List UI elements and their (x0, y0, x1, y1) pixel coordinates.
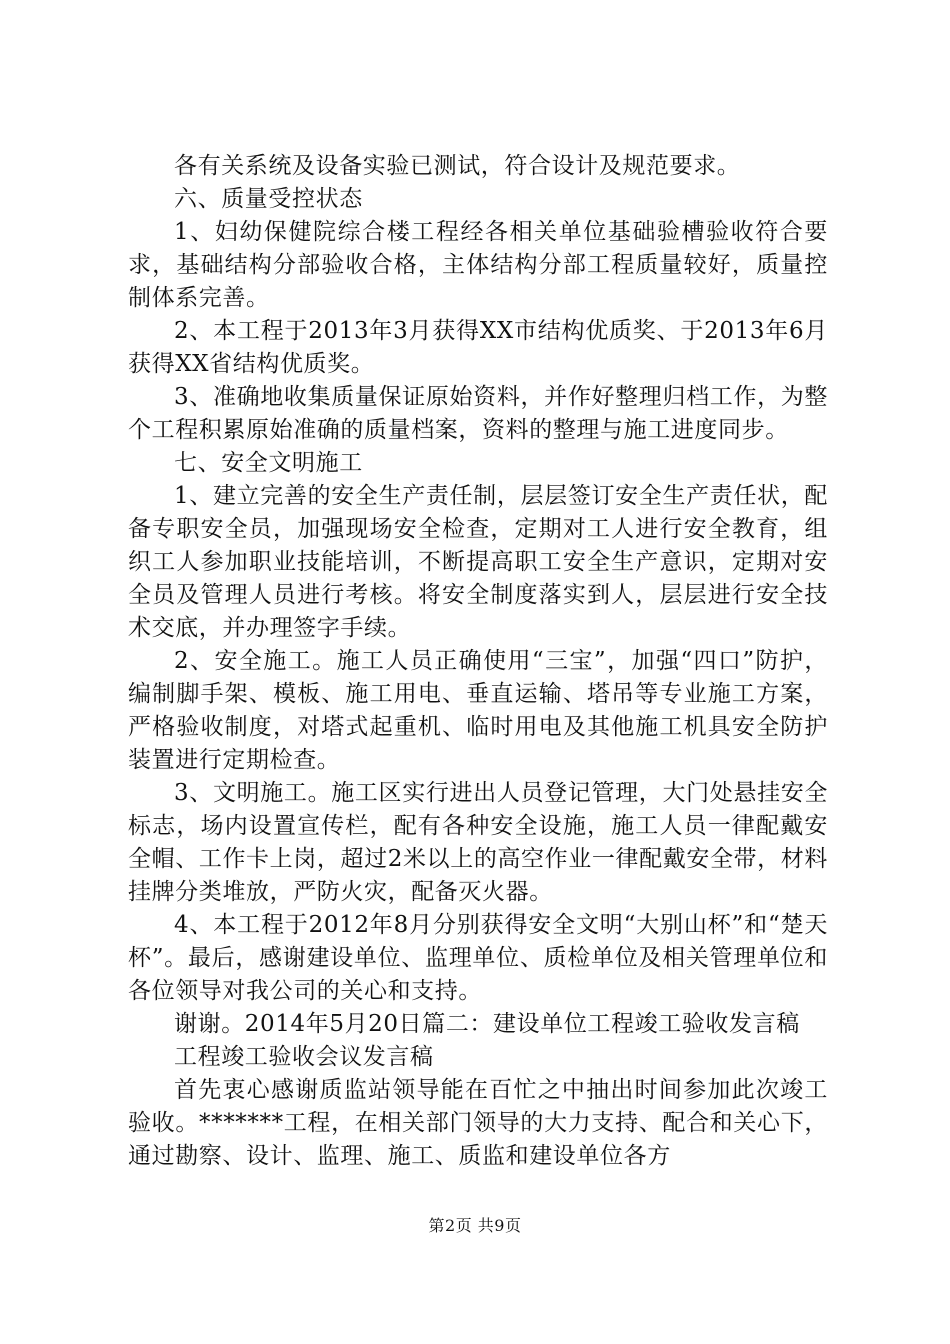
paragraph-safety-4: 4、本工程于2012年8月分别获得安全文明“大别山杯”和“楚天杯”。最后，感谢建设单位、监理单位、质检单位及相关管理单位和各位领导对我公司的关心和支持。 (128, 912, 828, 1004)
section-heading-safety: 七、安全文明施工 (174, 450, 363, 476)
paragraph-quality-3: 3、准确地收集质量保证原始资料，并作好整理归档工作，为整个工程积累原始准确的质量档案，资料的整理与施工进度同步。 (128, 384, 828, 443)
document-body (128, 150, 828, 1173)
section-heading-quality: 六、质量受控状态 (174, 186, 363, 212)
paragraph-safety-2: 2、安全施工。施工人员正确使用“三宝”，加强“四口”防护，编制脚手架、模板、施工用电、垂直运输、塔吊等专业施工方案，严格验收制度，对塔式起重机、临时用电及其他施工机具安全防护装置进行定期检查。 (128, 648, 828, 773)
paragraph-safety-1: 1、建立完善的安全生产责任制，层层签订安全生产责任状，配备专职安全员，加强现场安全检查，定期对工人进行安全教育，组织工人参加职业技能培训，不断提高职工安全生产意识，定期对安全员及管理人员进行考核。将安全制度落实到人，层层进行安全技术交底，并办理签字手续。 (128, 483, 828, 641)
speech-title: 工程竣工验收会议发言稿 (174, 1044, 434, 1070)
paragraph-speech-opening: 首先衷心感谢质监站领导能在百忙之中抽出时间参加此次竣工验收。*******工程，在相关部门领导的大力支持、配合和关心下，通过勘察、设计、监理、施工、质监和建设单位各方 (128, 1077, 828, 1169)
page-number-footer: 第2页 共9页 (428, 1216, 522, 1235)
paragraph-system-test: 各有关系统及设备实验已测试，符合设计及规范要求。 (174, 153, 741, 179)
paragraph-safety-3: 3、文明施工。施工区实行进出人员登记管理，大门处悬挂安全标志，场内设置宣传栏，配有各种安全设施，施工人员一律配戴安全帽、工作卡上岗，超过2米以上的高空作业一律配戴安全带，材料挂牌分类堆放，严防火灾，配备灭火器。 (128, 780, 828, 905)
paragraph-thanks: 谢谢。2014年5月20日篇二：建设单位工程竣工验收发言稿 (174, 1011, 800, 1037)
paragraph-quality-2: 2、本工程于2013年3月获得XX市结构优质奖、于2013年6月获得XX省结构优质奖。 (128, 318, 828, 377)
paragraph-quality-1: 1、妇幼保健院综合楼工程经各相关单位基础验槽验收符合要求，基础结构分部验收合格，主体结构分部工程质量较好，质量控制体系完善。 (128, 219, 828, 311)
